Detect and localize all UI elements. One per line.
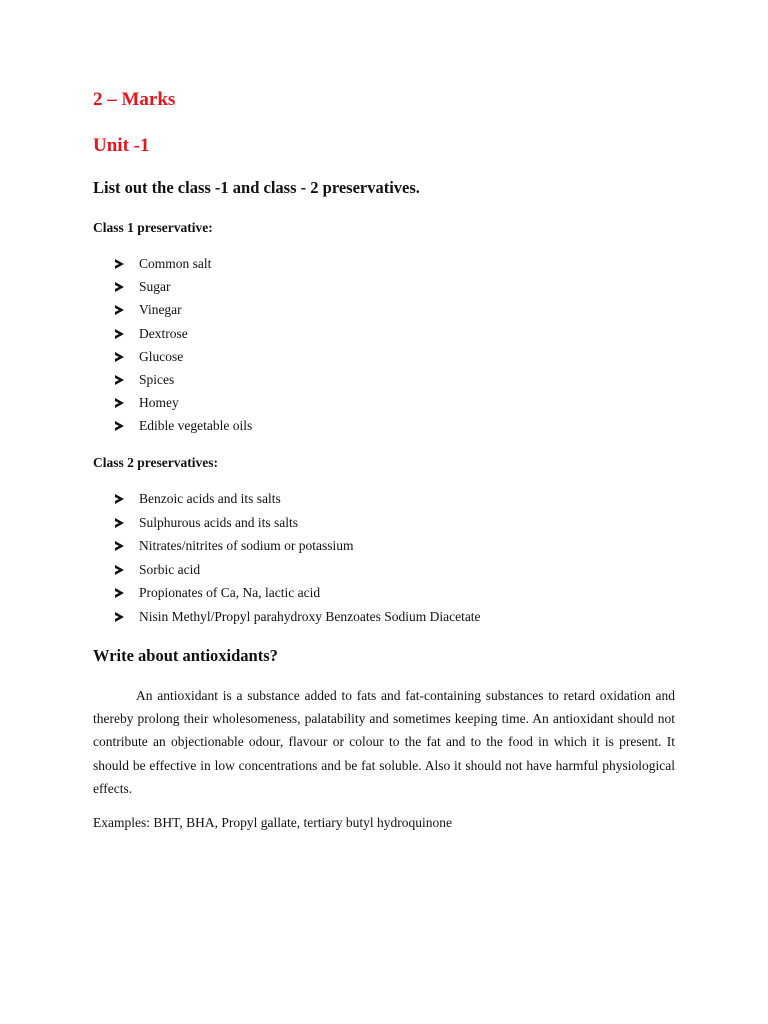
unit-heading: Unit -1 bbox=[93, 135, 150, 156]
list-item bbox=[115, 584, 481, 608]
list-item bbox=[115, 537, 481, 561]
list-item bbox=[115, 325, 252, 348]
class2-heading: Class 2 preservatives: bbox=[93, 455, 218, 470]
arrow-bullet-icon bbox=[115, 421, 124, 431]
question-antioxidants: Write about antioxidants? bbox=[93, 646, 278, 665]
list-item-text: Sugar bbox=[139, 279, 171, 295]
list-item-text: Sulphurous acids and its salts bbox=[139, 514, 298, 530]
arrow-bullet-icon bbox=[115, 282, 124, 292]
arrow-bullet-icon bbox=[115, 494, 124, 504]
list-item bbox=[115, 394, 252, 417]
list-item bbox=[115, 348, 252, 371]
list-item bbox=[115, 371, 252, 394]
examples-line: Examples: BHT, BHA, Propyl gallate, tertiary butyl hydroquinone bbox=[93, 815, 452, 830]
arrow-bullet-icon bbox=[115, 375, 124, 385]
arrow-bullet-icon bbox=[115, 398, 124, 408]
list-item bbox=[115, 490, 481, 514]
arrow-bullet-icon bbox=[115, 541, 124, 551]
list-item bbox=[115, 417, 252, 440]
list-item-text: Common salt bbox=[139, 256, 212, 271]
list-item-text: Homey bbox=[139, 395, 179, 411]
arrow-bullet-icon bbox=[115, 588, 124, 598]
arrow-bullet-icon bbox=[115, 518, 124, 528]
list-item-text: Nisin Methyl/Propyl parahydroxy Benzoates Sodium Diacetate bbox=[139, 608, 481, 624]
arrow-bullet-icon bbox=[115, 329, 124, 339]
arrow-bullet-icon bbox=[115, 565, 124, 575]
list-item bbox=[115, 561, 481, 585]
list-item-text: Propionates of Ca, Na, lactic acid bbox=[139, 585, 321, 601]
list-item bbox=[115, 514, 481, 538]
arrow-bullet-icon bbox=[115, 305, 124, 315]
list-item bbox=[115, 301, 252, 324]
arrow-bullet-icon bbox=[115, 352, 124, 362]
arrow-bullet-icon bbox=[115, 259, 124, 269]
list-item-text: Edible vegetable oils bbox=[139, 418, 253, 434]
class1-list bbox=[115, 255, 252, 441]
list-item bbox=[115, 278, 252, 301]
list-item-text: Nitrates/nitrites of sodium or potassium bbox=[139, 538, 354, 554]
list-item-text: Vinegar bbox=[139, 302, 182, 318]
list-item-text: Sorbic acid bbox=[139, 561, 201, 577]
antioxidant-paragraph: An antioxidant is a substance added to fats and fat-containing substances to retard oxidation and thereby prolong their wholesomeness, palatability and sometimes keeping time. An antioxidant should not contribute an objectionable odour, flavour or colour to the fat and to the food in which it is present. It should be effective in low concentrations and be fat soluble. Also it should not have harmful physiological effects. bbox=[93, 688, 675, 796]
list-item-text: Spices bbox=[139, 371, 175, 387]
list-item-text: Glucose bbox=[139, 348, 184, 364]
arrow-bullet-icon bbox=[115, 612, 124, 622]
list-item bbox=[115, 608, 481, 632]
question-preservatives: List out the class -1 and class - 2 preservatives. bbox=[93, 178, 420, 197]
list-item-text: Benzoic acids and its salts bbox=[139, 491, 281, 506]
marks-heading: 2 – Marks bbox=[93, 89, 176, 110]
list-item-text: Dextrose bbox=[139, 325, 188, 341]
class2-list bbox=[115, 490, 481, 632]
class1-heading: Class 1 preservative: bbox=[93, 220, 213, 235]
list-item bbox=[115, 255, 252, 278]
